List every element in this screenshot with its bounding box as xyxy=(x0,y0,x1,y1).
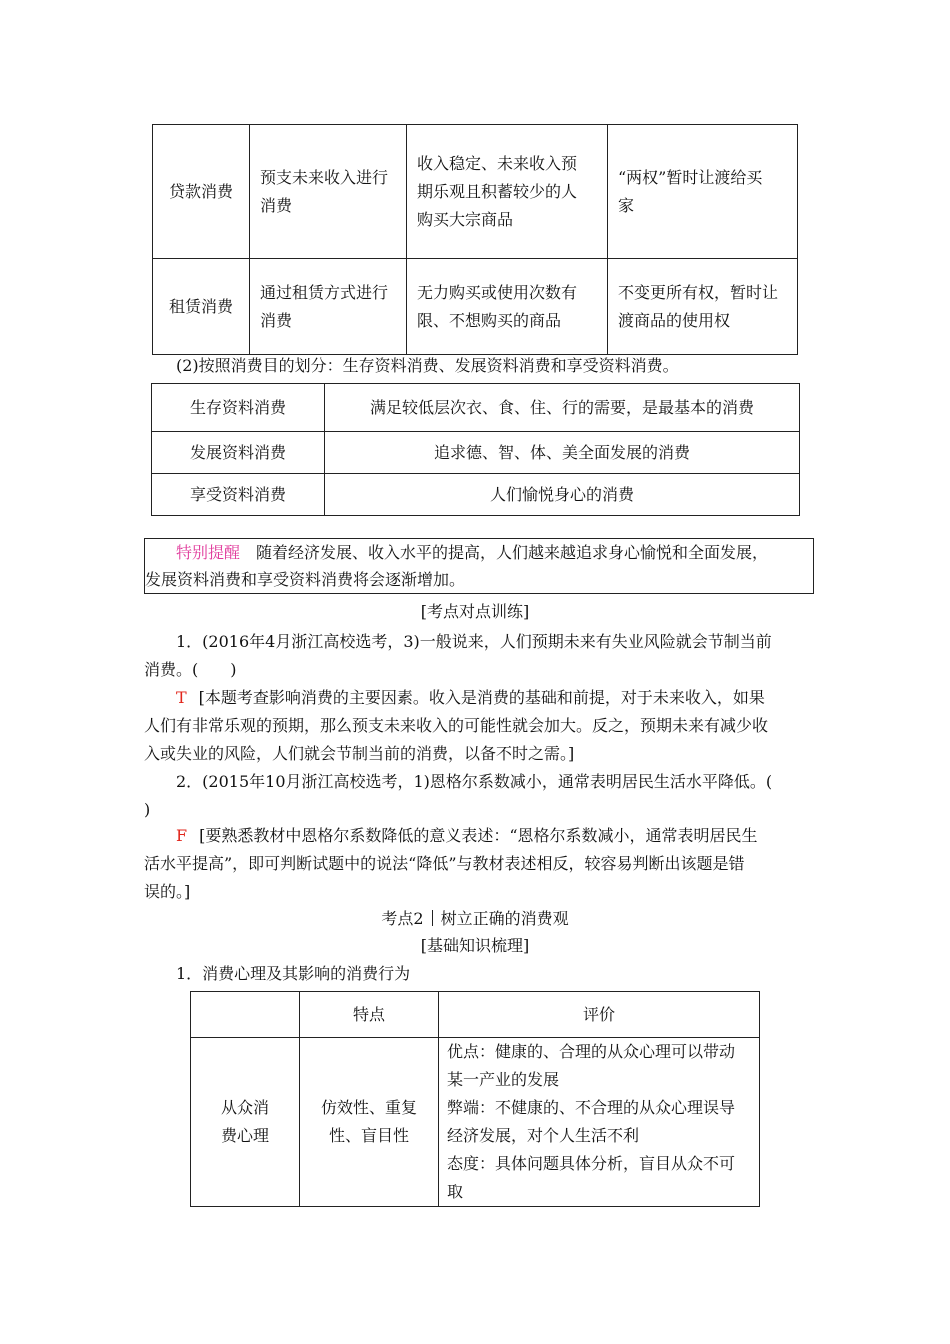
table-cell: 仿效性、重复 性、盲目性 xyxy=(300,1038,439,1207)
table-cell: 优点：健康的、合理的从众心理可以带动 某一产业的发展 弊端：不健康的、不合理的从众心理误导 经济发展，对个人生活不利 态度：具体问题具体分析，盲目从众不可 取 xyxy=(439,1038,760,1207)
consumer-psychology-table xyxy=(190,991,760,1207)
table-cell: 满足较低层次衣、食、住、行的需要，是最基本的消费 xyxy=(325,384,800,432)
table-cell: 发展资料消费 xyxy=(152,432,325,474)
table-cell: 预支未来收入进行 消费 xyxy=(250,125,407,259)
table-cell: “两权”暂时让渡给买 家 xyxy=(608,125,798,259)
table-header-cell xyxy=(191,992,300,1038)
q2-line-2: ) xyxy=(144,800,151,819)
table-cell: 通过租赁方式进行 消费 xyxy=(250,259,407,355)
q1-line-2: 消费。( ) xyxy=(144,660,237,679)
table-cell: 收入稳定、未来收入预 期乐观且积蓄较少的人 购买大宗商品 xyxy=(407,125,608,259)
tip-line-1: 特别提醒 随着经济发展、收入水平的提高，人们越来越追求身心愉悦和全面发展， xyxy=(176,543,769,562)
table-cell: 贷款消费 xyxy=(153,125,250,259)
special-reminder-box xyxy=(144,538,814,594)
q1-answer: T xyxy=(176,688,187,707)
q1-line-1: 1．(2016年4月浙江高校选考，3)一般说来，人们预期未来有失业风险就会节制当前 xyxy=(176,632,772,651)
basic-knowledge-heading: [基础知识梳理] xyxy=(420,936,530,955)
purpose-paragraph: (2)按照消费目的划分：生存资料消费、发展资料消费和享受资料消费。 xyxy=(176,356,679,375)
table-cell: 不变更所有权，暂时让 渡商品的使用权 xyxy=(608,259,798,355)
section-divider xyxy=(432,910,433,926)
table-cell: 租赁消费 xyxy=(153,259,250,355)
item1-heading: 1．消费心理及其影响的消费行为 xyxy=(176,964,411,983)
table-cell: 追求德、智、体、美全面发展的消费 xyxy=(325,432,800,474)
tip-line-2: 发展资料消费和享受资料消费将会逐渐增加。 xyxy=(145,570,466,589)
q2-explanation-line-3: 误的。] xyxy=(144,882,191,901)
training-heading: [考点对点训练] xyxy=(420,602,530,621)
table-cell: 生存资料消费 xyxy=(152,384,325,432)
q2-explanation-line-1: F [要熟悉教材中恩格尔系数降低的意义表述：“恩格尔系数减小，通常表明居民生 xyxy=(176,826,758,845)
q2-line-1: 2．(2015年10月浙江高校选考，1)恩格尔系数减小，通常表明居民生活水平降低。( xyxy=(176,772,773,791)
table-header-cell: 评价 xyxy=(439,992,760,1038)
q1-explanation-line-2: 人们有非常乐观的预期，那么预支未来收入的可能性就会加大。反之，预期未来有减少收 xyxy=(144,716,769,735)
table-header-cell: 特点 xyxy=(300,992,439,1038)
section-heading: 考点2 树立正确的消费观 xyxy=(381,909,569,928)
consumption-method-table xyxy=(152,124,798,355)
table-cell: 从众消 费心理 xyxy=(191,1038,300,1207)
consumption-purpose-table xyxy=(151,383,800,516)
table-cell: 无力购买或使用次数有 限、不想购买的商品 xyxy=(407,259,608,355)
q1-explanation-line-3: 入或失业的风险，人们就会节制当前的消费，以备不时之需。] xyxy=(144,744,575,763)
q2-explanation-line-2: 活水平提高”，即可判断试题中的说法“降低”与教材表述相反，较容易判断出该题是错 xyxy=(144,854,745,873)
table-cell: 人们愉悦身心的消费 xyxy=(325,474,800,516)
table-cell: 享受资料消费 xyxy=(152,474,325,516)
q1-explanation-line-1: T [本题考查影响消费的主要因素。收入是消费的基础和前提，对于未来收入，如果 xyxy=(176,688,765,707)
q2-answer: F xyxy=(176,826,188,845)
tip-label: 特别提醒 xyxy=(176,543,241,562)
